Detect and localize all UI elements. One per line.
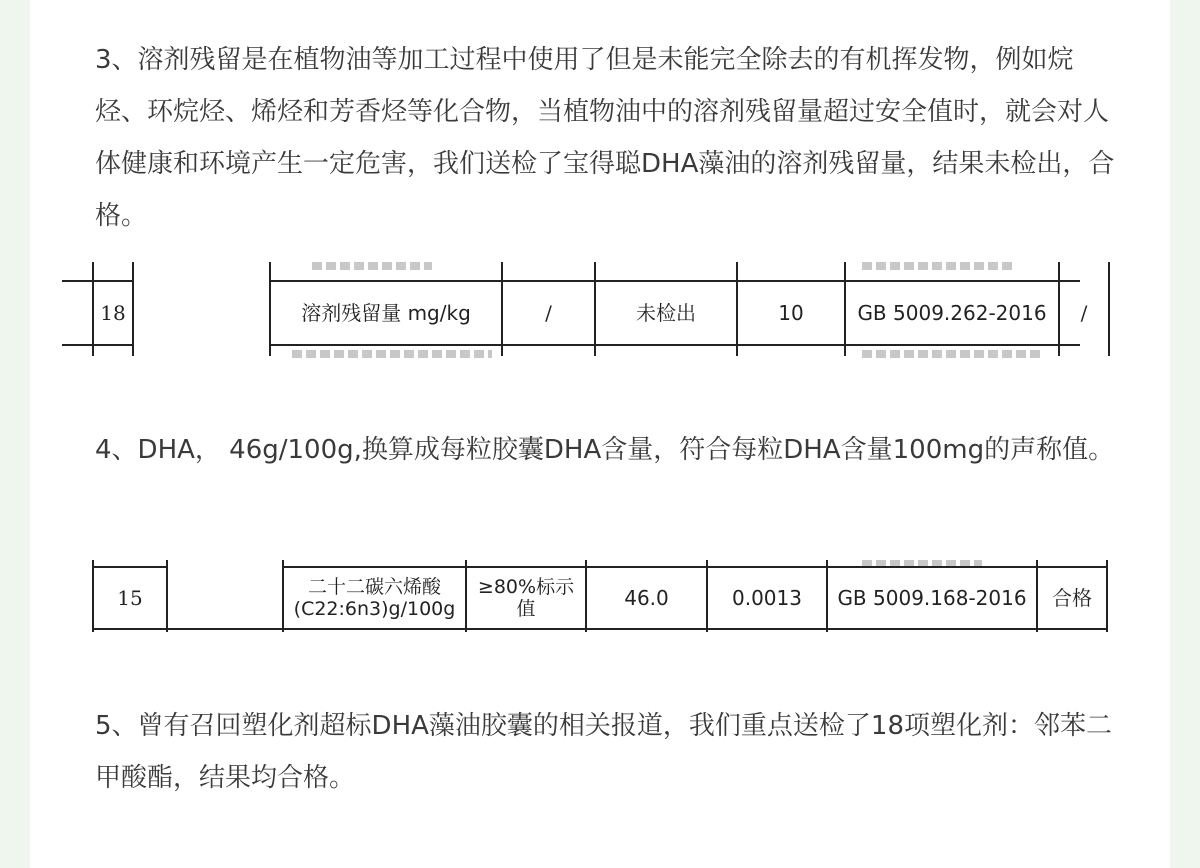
- paragraph-solvent-residue: 3、溶剂残留是在植物油等加工过程中使用了但是未能完全除去的有机挥发物，例如烷烃、环烷烃、烯烃和芳香烃等化合物，当植物油中的溶剂残留量超过安全值时，就会对人体健康和环境产生一定危害，我们送检了宝得聪DHA藻油的溶剂残留量，结果未检出，合格。: [95, 45, 1115, 231]
- cropped-row-fragment: [292, 350, 492, 358]
- cell-test-method: GB 5009.168-2016: [837, 586, 1027, 610]
- paragraph-dha-content: 4、DHA， 46g/100g,换算成每粒胶囊DHA含量，符合每粒DHA含量100mg的声称值。: [95, 435, 1115, 465]
- table-rule: [1106, 560, 1108, 632]
- paragraph-plasticizer: 5、曾有召回塑化剂超标DHA藻油胶囊的相关报道，我们重点送检了18项塑化剂：邻苯二甲酸酯，结果均合格。: [95, 711, 1112, 793]
- cell-detection-limit: 10: [778, 301, 804, 325]
- table-rule: [270, 344, 1080, 346]
- cell-row-number: 15: [117, 586, 143, 610]
- cropped-row-fragment: [862, 350, 1042, 358]
- cell-standard-line2: 值: [516, 598, 536, 620]
- cell-row-number: 18: [100, 301, 126, 325]
- cell-detection-limit: 0.0013: [732, 586, 802, 610]
- test-report-table-solvent: [62, 262, 1088, 356]
- cell-result: 46.0: [624, 586, 669, 610]
- cell-test-item-line1: 二十二碳六烯酸: [307, 576, 441, 598]
- cell-test-method: GB 5009.262-2016: [857, 301, 1047, 325]
- cell-result: 未检出: [636, 301, 696, 325]
- cropped-row-fragment: [312, 262, 432, 270]
- cell-test-item: [284, 568, 465, 628]
- cell-test-item: 溶剂残留量 mg/kg: [301, 301, 471, 325]
- cropped-row-fragment: [862, 262, 1012, 270]
- table-rule: [1108, 262, 1110, 356]
- cell-standard-line1: ≥80%标示: [477, 576, 575, 598]
- cell-judgement: /: [1080, 301, 1088, 325]
- cell-judgement: 合格: [1052, 586, 1092, 610]
- table-rule: [92, 628, 1108, 630]
- table-rule: [132, 262, 134, 356]
- table-rule: [62, 344, 132, 346]
- test-report-table-dha: [62, 560, 1092, 632]
- cell-test-item-line2: (C22:6n3)g/100g: [293, 598, 456, 620]
- article-page: [30, 0, 1170, 868]
- cell-standard: /: [545, 301, 552, 325]
- cell-standard: [467, 568, 585, 628]
- table-rule: [166, 560, 168, 632]
